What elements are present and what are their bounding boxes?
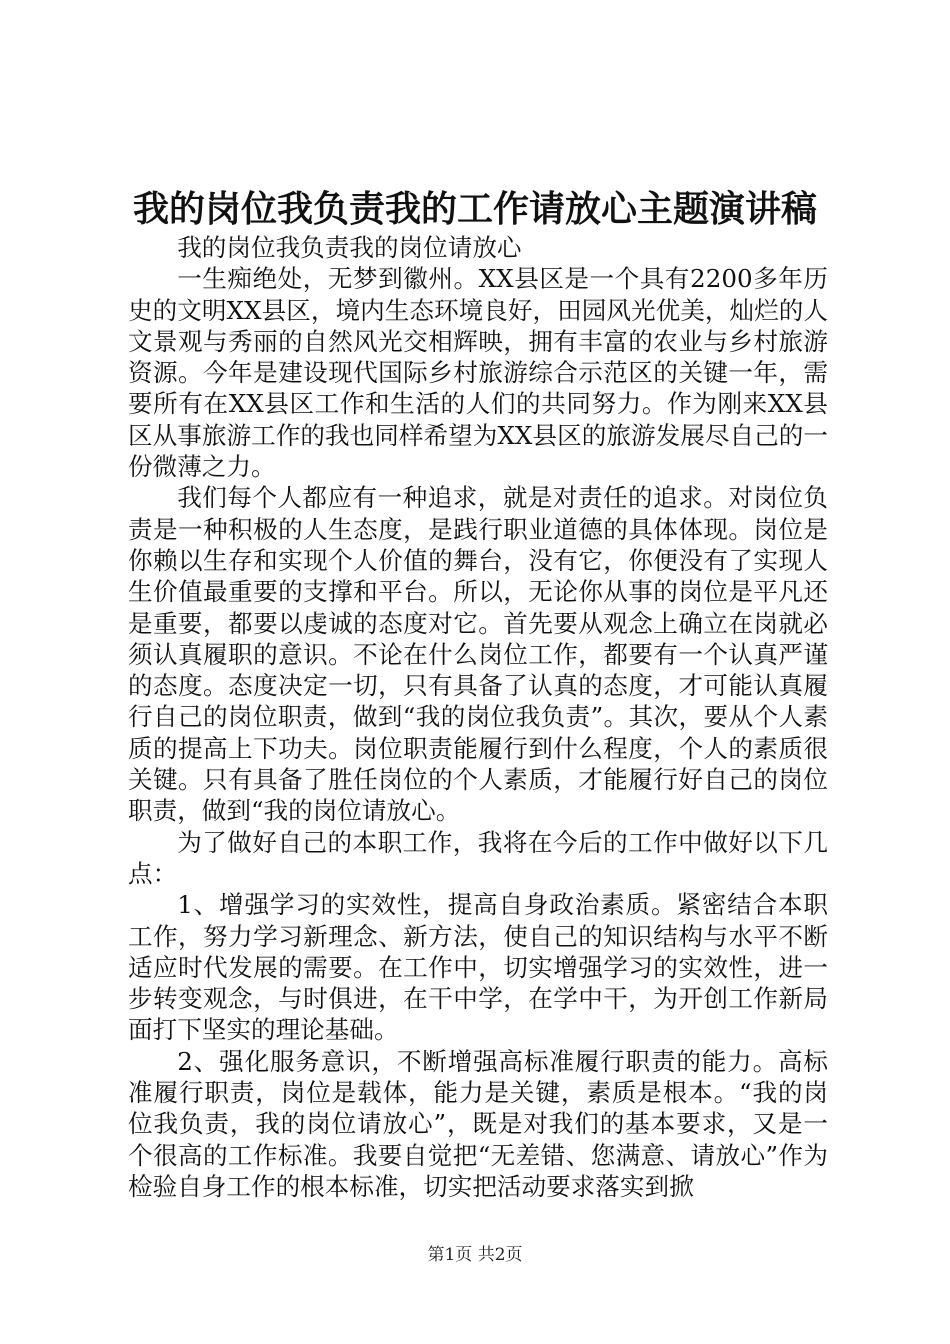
body-paragraph: 为了做好自己的本职工作，我将在今后的工作中做好以下几点： — [128, 827, 828, 888]
list-item-paragraph: 1、增强学习的实效性，提高自身政治素质。紧密结合本职工作，努力学习新理念、新方法，使自己的知识结构与水平不断适应时代发展的需要。在工作中，切实增强学习的实效性，进一步转变观念，与时俱进，在干中学，在学中干，为开创工作新局面打下坚实的理论基础。 — [128, 890, 828, 1045]
body-paragraph: 一生痴绝处，无梦到徽州。XX县区是一个具有2200多年历史的文明XX县区，境内生态环境良好，田园风光优美，灿烂的人文景观与秀丽的自然风光交相辉映，拥有丰富的农业与乡村旅游资源。今年是建设现代国际乡村旅游综合示范区的关键一年，需要所有在XX县区工作和生活的人们的共同努力。作为刚来XX县区从事旅游工作的我也同样希望为XX县区的旅游发展尽自己的一份微薄之力。 — [128, 264, 828, 482]
subtitle-paragraph: 我的岗位我负责我的岗位请放心 — [177, 233, 522, 262]
list-item-paragraph: 2、强化服务意识，不断增强高标准履行职责的能力。高标准履行职责，岗位是载体，能力是关键，素质是根本。“我的岗位我负责，我的岗位请放心”，既是对我们的基本要求，又是一个很高的工作标准。我要自觉把“无差错、您满意、请放心”作为检验自身工作的根本标准，切实把活动要求落实到掀 — [128, 1046, 828, 1201]
page-footer: 第1页 共2页 — [427, 1245, 523, 1265]
body-paragraph: 我们每个人都应有一种追求，就是对责任的追求。对岗位负责是一种积极的人生态度，是践行职业道德的具体体现。岗位是你赖以生存和实现个人价值的舞台，没有它，你便没有了实现人生价值最重要的支撑和平台。所以，无论你从事的岗位是平凡还是重要，都要以虔诚的态度对它。首先要从观念上确立在岗就必须认真履职的意识。不论在什么岗位工作，都要有一个认真严谨的态度。态度决定一切，只有具备了认真的态度，才可能认真履行自己的岗位职责，做到“我的岗位我负责”。其次，要从个人素质的提高上下功夫。岗位职责能履行到什么程度，个人的素质很关键。只有具备了胜任岗位的个人素质，才能履行好自己的岗位职责，做到“我的岗位请放心。 — [128, 483, 828, 826]
document-title: 我的岗位我负责我的工作请放心主题演讲稿 — [132, 188, 817, 230]
document-body — [128, 232, 828, 1202]
